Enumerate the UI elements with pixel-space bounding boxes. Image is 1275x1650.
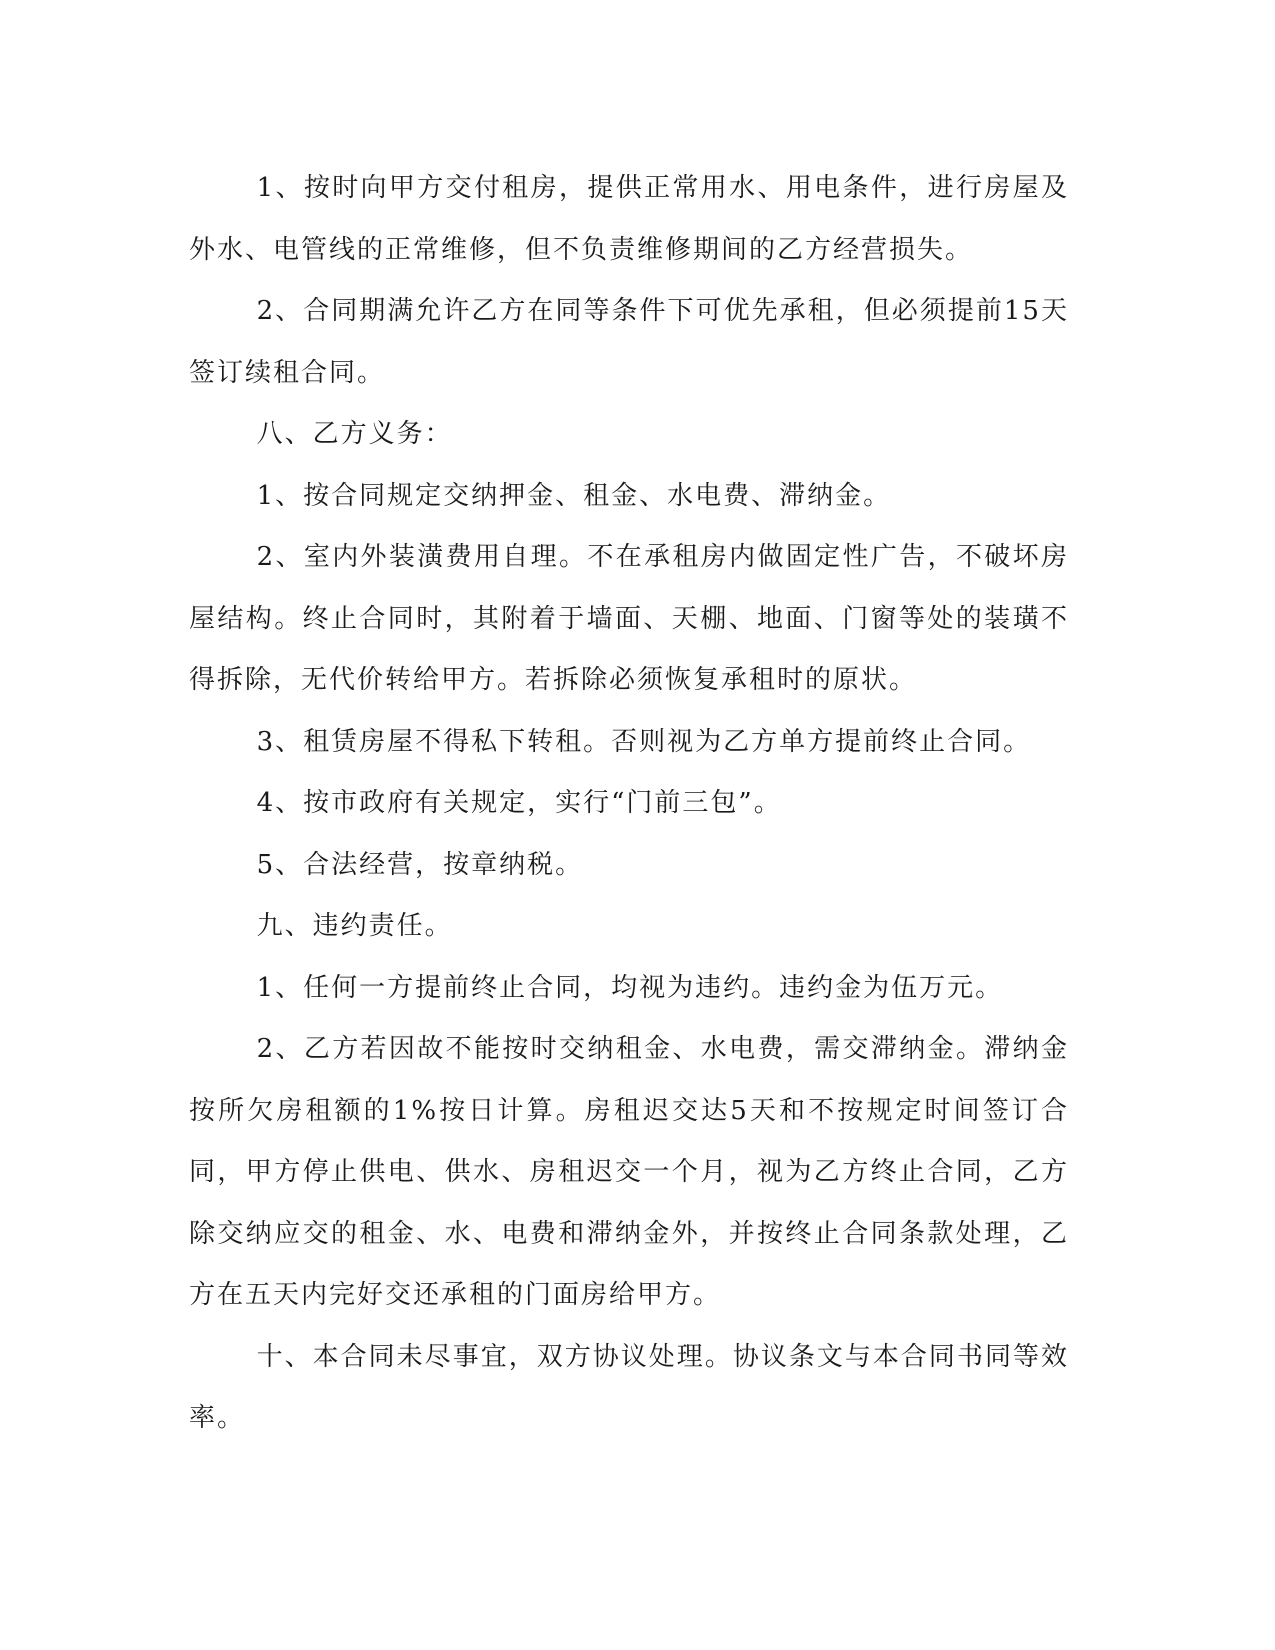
paragraph-tenant-duty-3: 3、租赁房屋不得私下转租。否则视为乙方单方提前终止合同。 [256,726,1032,757]
paragraph-tenant-duty-1: 1、按合同规定交纳押金、租金、水电费、滞纳金。 [256,480,892,511]
document-body [189,158,1069,1450]
paragraph-breach-1: 1、任何一方提前终止合同，均视为违约。违约金为伍万元。 [256,972,1004,1003]
paragraph-tenant-duty-2: 2、室内外装潢费用自理。不在承租房内做固定性广告，不破坏房屋结构。终止合同时，其附着于墙面、天棚、地面、门窗等处的装璜不得拆除，无代价转给甲方。若拆除必须恢复承租时的原状。 [189,542,1069,695]
paragraph-landlord-duty-2: 2、合同期满允许乙方在同等条件下可优先承租，但必须提前15天签订续租合同。 [189,296,1069,388]
section-heading-tenant-duties: 八、乙方义务： [256,419,453,449]
paragraph-landlord-duty-1: 1、按时向甲方交付租房，提供正常用水、用电条件，进行房屋及外水、电管线的正常维修，但不负责维修期间的乙方经营损失。 [189,173,1069,265]
paragraph-tenant-duty-5: 5、合法经营，按章纳税。 [256,849,584,880]
section-heading-breach-liability: 九、违约责任。 [256,911,453,941]
paragraph-tenant-duty-4: 4、按市政府有关规定，实行“门前三包”。 [256,788,782,818]
paragraph-breach-2: 2、乙方若因故不能按时交纳租金、水电费，需交滞纳金。滞纳金按所欠房租额的1%按日计算。房租迟交达5天和不按规定时间签订合同，甲方停止供电、供水、房租迟交一个月，视为乙方终止合同，乙方除交纳应交的租金、水、电费和滞纳金外，并按终止合同条款处理，乙方在五天内完好交还承租的门面房给甲方。 [189,1034,1069,1310]
paragraph-section-ten: 十、本合同未尽事宜，双方协议处理。协议条文与本合同书同等效率。 [189,1341,1069,1433]
